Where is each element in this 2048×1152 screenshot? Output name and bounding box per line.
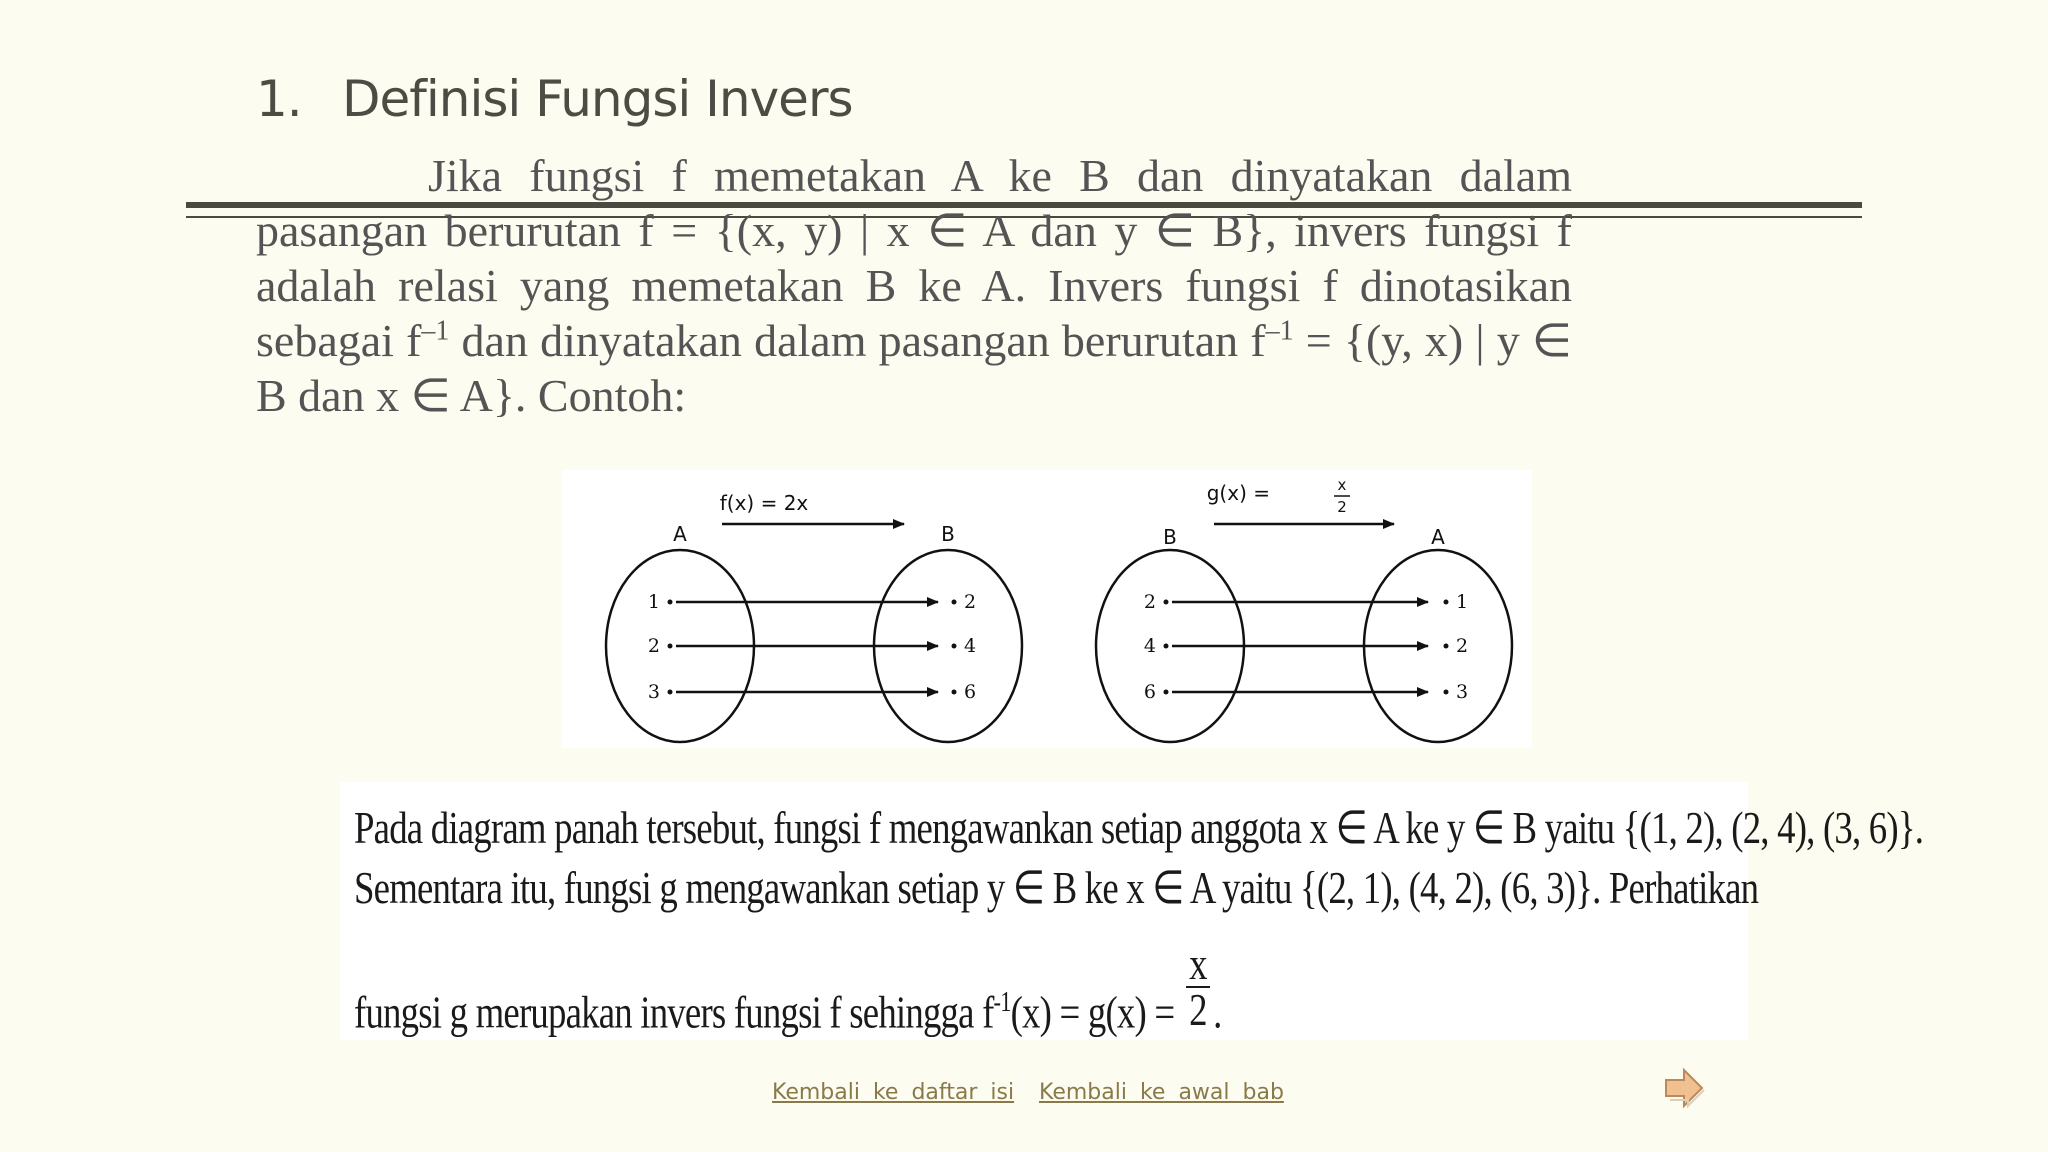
left-codomain-dot <box>952 690 957 695</box>
left-codomain-dot <box>952 644 957 649</box>
left-codomain-label: B <box>941 522 955 546</box>
left-codomain-dot <box>952 600 957 605</box>
explanation-line-3-prefix: fungsi g merupakan invers fungsi f sehingga f <box>354 986 994 1038</box>
fraction-numerator: x <box>1186 942 1210 988</box>
definition-paragraph <box>256 148 1572 423</box>
definition-text: Jika fungsi f memetakan A ke B dan dinyatakan dalam pasangan berurutan f = {(x, y) | x ∈ A dan y ∈ B}, invers fungsi f adalah relasi yang memetakan B ke A. Invers fungsi f dinotasikan sebagai $f^{-1}$ dan dinyatakan dalam pasangan berurutan $f^{-1} = \{(y$, x) | y ∈ B dan x ∈ A}. Contoh: <box>256 150 1572 421</box>
right-domain-value: 6 <box>1143 681 1156 703</box>
right-domain-dot <box>1164 644 1169 649</box>
right-function-frac-den: 2 <box>1337 498 1347 516</box>
slide-title <box>256 70 853 128</box>
fraction-denominator: 2 <box>1189 984 1207 1035</box>
right-codomain-label: A <box>1431 525 1445 549</box>
left-domain-label: A <box>673 522 687 546</box>
left-domain-value: 3 <box>647 681 660 703</box>
explanation-line-1: Pada diagram panah tersebut, fungsi f mengawankan setiap anggota x ∈ A ke y ∈ B yaitu {(1, 2), (2, 4), (3, 6)}. <box>354 802 1924 853</box>
back-to-chapter-link[interactable]: Kembali ke awal bab <box>1039 1080 1284 1105</box>
right-function-label: g(x) = <box>1206 481 1270 505</box>
right-domain-value: 2 <box>1143 591 1156 613</box>
right-codomain-dot <box>1444 644 1449 649</box>
inverse-superscript: -1 <box>993 987 1011 1019</box>
left-domain-dot <box>668 600 673 605</box>
left-codomain-value: 2 <box>964 591 977 613</box>
arrow-diagrams-svg <box>562 470 1532 748</box>
right-codomain-dot <box>1444 690 1449 695</box>
right-codomain-dot <box>1444 600 1449 605</box>
title-number: 1. <box>256 70 302 128</box>
left-domain-value: 1 <box>647 591 660 613</box>
fraction-x-over-2 <box>1186 938 1210 1035</box>
explanation-line-3-suffix: . <box>1213 986 1222 1038</box>
left-domain-dot <box>668 690 673 695</box>
explanation-line-3 <box>354 938 1222 1062</box>
right-domain-value: 4 <box>1143 635 1156 657</box>
explanation-line-2: Sementara itu, fungsi g mengawankan setiap y ∈ B ke x ∈ A yaitu {(2, 1), (4, 2), (6, 3)}. Perhatikan <box>354 862 1759 913</box>
title-text: Definisi Fungsi Invers <box>342 70 853 128</box>
right-domain-dot <box>1164 690 1169 695</box>
right-codomain-value: 3 <box>1456 681 1469 703</box>
left-domain-value: 2 <box>647 635 660 657</box>
explanation-box <box>340 782 1924 1040</box>
next-slide-arrow-svg <box>1662 1066 1706 1110</box>
left-codomain-value: 4 <box>964 635 977 657</box>
left-domain-dot <box>668 644 673 649</box>
right-codomain-value: 2 <box>1456 635 1469 657</box>
arrow-diagram-figure <box>562 470 1532 748</box>
left-codomain-value: 6 <box>964 681 977 703</box>
right-arrow-icon[interactable] <box>1662 1066 1706 1110</box>
right-codomain-value: 1 <box>1456 591 1469 613</box>
left-function-label: f(x) = 2x <box>719 491 809 515</box>
right-function-frac-num: x <box>1337 476 1347 494</box>
back-to-toc-link[interactable]: Kembali ke daftar isi <box>772 1080 1015 1105</box>
explanation-line-3-mid: (x) = g(x) = <box>1010 986 1175 1038</box>
right-domain-dot <box>1164 600 1169 605</box>
right-domain-label: B <box>1163 525 1177 549</box>
